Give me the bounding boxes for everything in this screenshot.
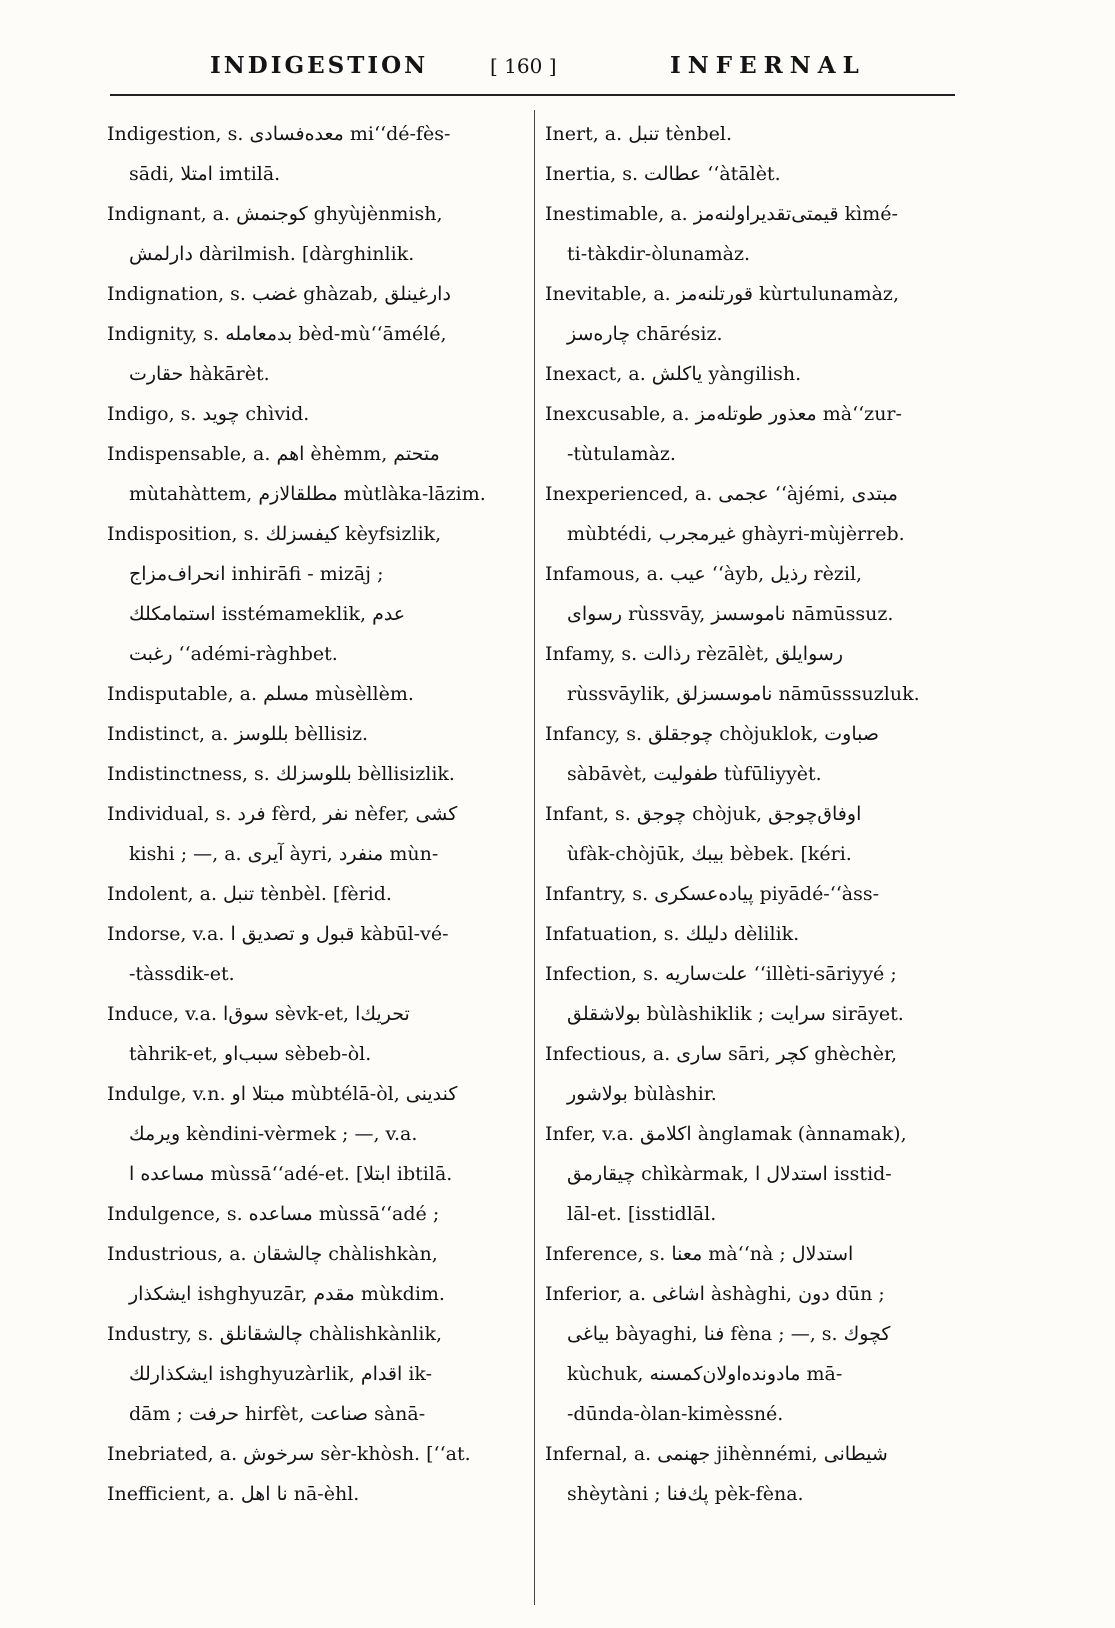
entry-line: بولاشقلق bùlàshiklik ; سرایت sirāyet. xyxy=(567,1003,904,1025)
entry-line: rùssvāylik, ناموسسزلق nāmūsssuzluk. xyxy=(567,683,920,705)
entry-line: Inert, a. تنبل tènbel. xyxy=(545,123,733,145)
entry-line: Infectious, a. ساری sāri, کچر ghèchèr, xyxy=(545,1043,898,1065)
entry-line: Infantry, s. پیاده‌عسکری piyādé-‘‘àss- xyxy=(545,883,880,905)
entry-line: چاره‌سز chārésiz. xyxy=(567,323,723,345)
entry-line: Infant, s. چوجق chòjuk, اوفاق‌چوجق xyxy=(545,803,862,825)
entry-line: Inferior, a. اشاغی àshàghi, دون dūn ; xyxy=(545,1283,885,1305)
entry-line: ایشکذارلك ishghyuzàrlik, اقدام ik- xyxy=(129,1363,432,1385)
header-first-word: INDIGESTION xyxy=(210,52,429,79)
entry-line: دارلمش dàrilmish. [dàrghinlik. xyxy=(129,243,415,265)
entry-line: Indorse, v.a. قبول و تصدیق ا kàbūl-vé- xyxy=(107,923,449,945)
entry-line: بیاغی bàyaghi, فنا fèna ; —, s. کچوك xyxy=(567,1323,891,1345)
entry-line: Indistinct, a. بللوسز bèllisiz. xyxy=(107,723,369,745)
entry-line: Inexcusable, a. معذور طوتله‌مز mà‘‘zur- xyxy=(545,403,902,425)
entry-line: Inexact, a. یاکلش yàngilish. xyxy=(545,363,802,385)
entry-line: Indigestion, s. معده‌فسادی mi‘‘dé-fès- xyxy=(107,123,451,145)
entry-line: Infection, s. علت‌ساریه ‘‘illèti-sāriyyé ; xyxy=(545,963,897,985)
right-column xyxy=(545,114,950,1514)
entry-line: Inefficient, a. نا اهل nā-èhl. xyxy=(107,1483,360,1505)
entry-line: ایشکذار ishghyuzār, مقدم mùkdim. xyxy=(129,1283,445,1305)
entry-line: Indulge, v.n. مبتلا او mùbtélā-òl, کندینی xyxy=(107,1083,458,1105)
entry-line: Inestimable, a. قیمتی‌تقدیراولنه‌مز kìmé- xyxy=(545,203,898,225)
entry-line: shèytàni ; پك‌فنا pèk-fèna. xyxy=(567,1483,804,1505)
entry-line: lāl-et. [isstidlāl. xyxy=(567,1203,717,1225)
entry-line: Indisputable, a. مسلم mùsèllèm. xyxy=(107,683,414,705)
header-last-word: INFERNAL xyxy=(670,52,866,79)
entry-line: sàbāvèt, طفولیت tùfūliyyèt. xyxy=(567,763,822,785)
entry-line: Individual, s. فرد fèrd, نفر nèfer, کشی xyxy=(107,803,458,825)
header-rule xyxy=(110,94,955,96)
entry-line: بولاشور bùlàshir. xyxy=(567,1083,717,1105)
entry-line: mùbtédi, غیرمجرب ghàyri-mùjèrreb. xyxy=(567,523,905,545)
entry-line: Inertia, s. عطالت ‘‘àtālèt. xyxy=(545,163,781,185)
entry-line: Indignity, s. بدمعامله bèd-mù‘‘āmélé, xyxy=(107,323,447,345)
entry-line: Infatuation, s. دلیلك dèlilik. xyxy=(545,923,800,945)
entry-line: -tùtulamàz. xyxy=(567,443,676,465)
entry-line: ùfàk-chòjūk, بیبك bèbek. [kéri. xyxy=(567,843,852,865)
entry-line: Indispensable, a. اهم èhèmm, متحتم xyxy=(107,443,440,465)
entry-line: tàhrik-et, سبب‌او sèbeb-òl. xyxy=(129,1043,372,1065)
entry-line: Infancy, s. چوجقلق chòjuklok, صباوت xyxy=(545,723,879,745)
entry-line: ti-tàkdir-òlunamàz. xyxy=(567,243,751,265)
entry-line: kishi ; —, a. آیری àyri, منفرد mùn- xyxy=(129,843,439,865)
page-number: [ 160 ] xyxy=(490,54,557,78)
left-column xyxy=(107,114,522,1514)
entry-line: Industrious, a. چالشقان chàlishkàn, xyxy=(107,1243,438,1265)
entry-line: Infernal, a. جهنمی jihènnémi, شیطانی xyxy=(545,1443,888,1465)
entry-line: mùtahàttem, مطلقالازم mùtlàka-lāzim. xyxy=(129,483,486,505)
entry-line: Indigo, s. چوید chìvid. xyxy=(107,403,310,425)
entry-line: مساعده ا mùssā‘‘adé-et. [ابتلا ibtilā. xyxy=(129,1163,453,1185)
entry-line: -tàssdik-et. xyxy=(129,963,235,985)
entry-line: Indignant, a. کوجنمش ghyùjènmish, xyxy=(107,203,443,225)
entry-line: dām ; حرفت hirfèt, صناعت sànā- xyxy=(129,1403,426,1425)
entry-line: Induce, v.a. سوق‌ا sèvk-et, تحریك‌ا xyxy=(107,1003,410,1025)
entry-line: Infamy, s. رذالت rèzālèt, رسوایلق xyxy=(545,643,843,665)
entry-line: Industry, s. چالشقانلق chàlishkànlik, xyxy=(107,1323,443,1345)
entry-line: Indistinctness, s. بللوسزلك bèllisizlik. xyxy=(107,763,455,785)
entry-line: Indolent, a. تنبل tènbèl. [fèrid. xyxy=(107,883,392,905)
entry-line: Inference, s. معنا mà‘‘nà ; استدلال xyxy=(545,1243,854,1265)
entry-line: Infamous, a. عیب ‘‘àyb, رذیل rèzil, xyxy=(545,563,863,585)
entry-line: Infer, v.a. اکلامق ànglamak (ànnamak), xyxy=(545,1123,907,1145)
entry-line: چیقارمق chìkàrmak, استدلال ا isstid- xyxy=(567,1163,892,1185)
entry-line: ویرمك kèndini-vèrmek ; —, v.a. xyxy=(129,1123,418,1145)
entry-line: Inebriated, a. سرخوش sèr-khòsh. [‘‘at. xyxy=(107,1443,471,1465)
page-header xyxy=(110,50,1040,84)
column-divider xyxy=(534,110,535,1605)
entry-line: Indulgence, s. مساعده mùssā‘‘adé ; xyxy=(107,1203,440,1225)
entry-line: -dūnda-òlan-kimèssné. xyxy=(567,1403,784,1425)
entry-line: رسوای rùssvāy, ناموسسز nāmūssuz. xyxy=(567,603,894,625)
entry-line: رغبت ‘‘adémi-ràghbet. xyxy=(129,643,338,665)
entry-line: Indisposition, s. کیفسزلك kèyfsizlik, xyxy=(107,523,442,545)
entry-line: kùchuk, مادونده‌اولان‌کمسنه mā- xyxy=(567,1363,843,1385)
entry-line: Inexperienced, a. عجمی ‘‘àjémi, مبتدی xyxy=(545,483,898,505)
entry-line: Indignation, s. غضب ghàzab, دارغینلق xyxy=(107,283,451,305)
entry-line: Inevitable, a. قورتلنه‌مز kùrtulunamàz, xyxy=(545,283,899,305)
entry-line: حقارت hàkārèt. xyxy=(129,363,270,385)
entry-line: استمامکلك isstémameklik, عدم xyxy=(129,603,406,625)
entry-line: sādi, امتلا imtilā. xyxy=(129,163,281,185)
entry-line: انحراف‌مزاج inhirāfi - mizāj ; xyxy=(129,563,384,585)
